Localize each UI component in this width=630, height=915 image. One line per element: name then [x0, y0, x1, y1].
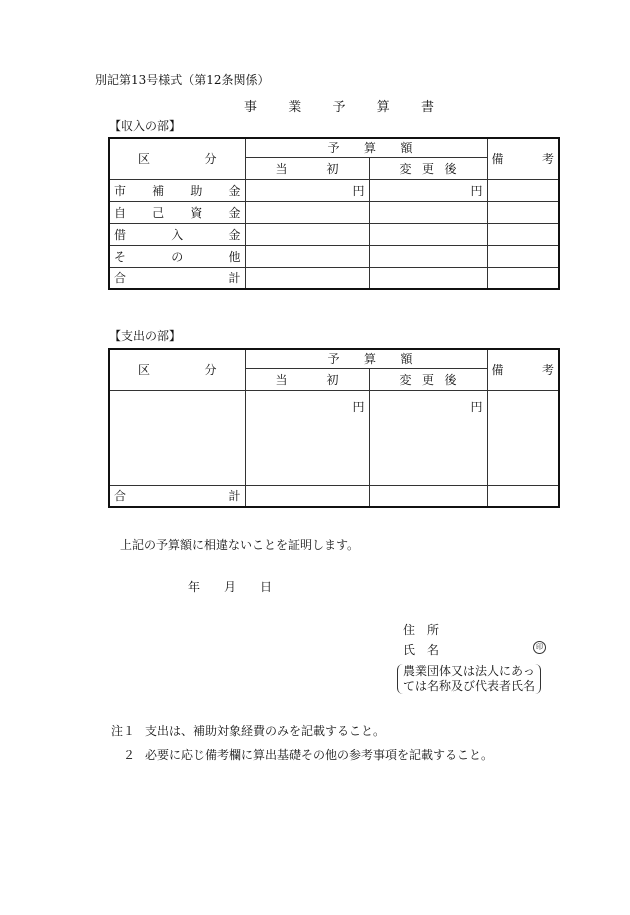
initial-cell[interactable] — [245, 267, 369, 289]
header-category: 区 分 — [109, 138, 245, 179]
remarks-cell[interactable] — [487, 245, 559, 267]
row-label: 自 己 資 金 — [109, 201, 245, 223]
category-cell[interactable] — [109, 390, 245, 485]
income-section-label: 【収入の部】 — [109, 119, 182, 133]
row-label: 借 入 金 — [109, 223, 245, 245]
remarks-cell[interactable] — [487, 201, 559, 223]
initial-cell[interactable]: 円 — [245, 179, 369, 201]
remarks-cell[interactable] — [487, 485, 559, 507]
changed-cell[interactable] — [369, 201, 487, 223]
table-row — [109, 223, 559, 245]
day-label: 日 — [259, 580, 272, 594]
header-changed: 変 更 後 — [369, 157, 487, 179]
document-title — [244, 96, 434, 115]
remarks-cell[interactable] — [487, 390, 559, 485]
name-note-bracket — [397, 664, 541, 694]
changed-cell[interactable] — [369, 245, 487, 267]
changed-cell[interactable] — [369, 485, 487, 507]
total-row — [109, 267, 559, 289]
seal-mark-icon: 印 — [533, 641, 546, 654]
row-label: 合 計 — [109, 267, 245, 289]
table-row — [109, 201, 559, 223]
header-category: 区 分 — [109, 349, 245, 390]
note-number: 注１ — [110, 724, 135, 738]
expense-table — [108, 348, 560, 508]
header-remarks: 備 考 — [487, 138, 559, 179]
note-item — [108, 743, 493, 767]
expense-section-label: 【支出の部】 — [109, 329, 182, 343]
header-remarks: 備 考 — [487, 349, 559, 390]
certification-statement: 上記の予算額に相違ないことを証明します。 — [120, 538, 360, 552]
title-char: 業 — [288, 100, 302, 115]
row-label: 合 計 — [109, 485, 245, 507]
remarks-cell[interactable] — [487, 267, 559, 289]
title-char: 書 — [420, 100, 434, 115]
header-budget-amount: 予 算 額 — [245, 349, 487, 368]
table-row — [109, 179, 559, 201]
note-text: 必要に応じ備考欄に算出基礎その他の参考事項を記載すること。 — [145, 748, 494, 762]
remarks-cell[interactable] — [487, 179, 559, 201]
row-label: 市 補 助 金 — [109, 179, 245, 201]
bracket-line: 農業団体又は法人にあっ — [403, 664, 535, 678]
header-initial: 当 初 — [245, 368, 369, 390]
title-char: 予 — [332, 100, 346, 115]
date-line — [188, 578, 272, 595]
income-table — [108, 137, 560, 290]
title-char: 事 — [244, 100, 258, 115]
year-label: 年 — [188, 580, 201, 594]
note-text: 支出は、補助対象経費のみを記載すること。 — [145, 724, 386, 738]
changed-cell[interactable] — [369, 267, 487, 289]
name-label: 氏 名 — [403, 643, 439, 657]
initial-cell[interactable] — [245, 485, 369, 507]
header-changed: 変 更 後 — [369, 368, 487, 390]
form-label: 別記第13号様式（第12条関係） — [95, 73, 270, 87]
initial-cell[interactable] — [245, 201, 369, 223]
address-label: 住 所 — [403, 623, 439, 637]
header-initial: 当 初 — [245, 157, 369, 179]
table-row — [109, 245, 559, 267]
initial-cell[interactable] — [245, 245, 369, 267]
remarks-cell[interactable] — [487, 223, 559, 245]
month-label: 月 — [223, 580, 236, 594]
notes — [108, 719, 493, 767]
total-row — [109, 485, 559, 507]
note-number: ２ — [122, 748, 135, 762]
changed-cell[interactable]: 円 — [369, 179, 487, 201]
title-char: 算 — [376, 100, 390, 115]
initial-cell[interactable]: 円 — [245, 390, 369, 485]
header-budget-amount: 予 算 額 — [245, 138, 487, 157]
row-label: そ の 他 — [109, 245, 245, 267]
changed-cell[interactable] — [369, 223, 487, 245]
bracket-line: ては名称及び代表者氏名 — [403, 679, 536, 693]
changed-cell[interactable]: 円 — [369, 390, 487, 485]
initial-cell[interactable] — [245, 223, 369, 245]
table-row — [109, 390, 559, 485]
note-item — [108, 719, 493, 743]
